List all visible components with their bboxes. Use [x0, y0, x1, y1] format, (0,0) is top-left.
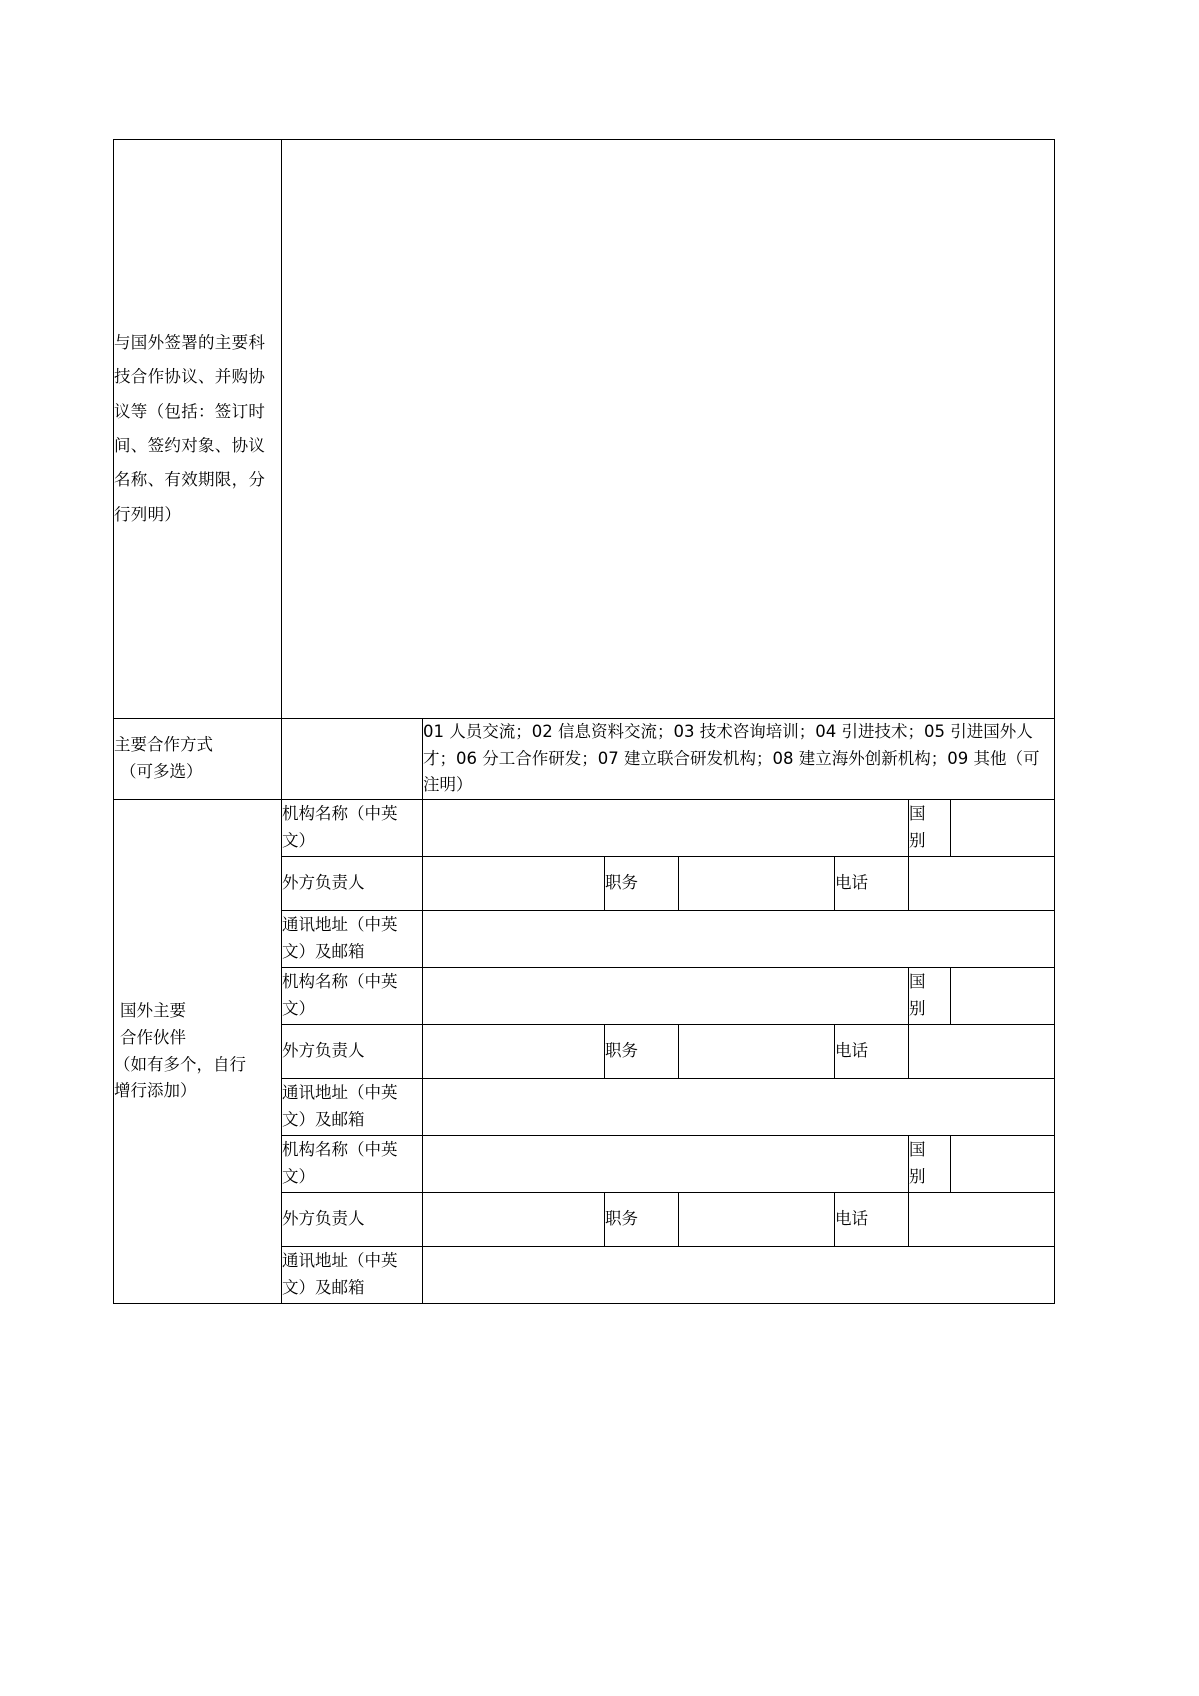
label-country-3-char2: 别: [909, 1167, 926, 1187]
label-position-2: 职务: [605, 1025, 679, 1079]
input-address-3[interactable]: [423, 1247, 1055, 1304]
input-country-2[interactable]: [951, 968, 1055, 1025]
row-partner-1-org: [114, 800, 1055, 857]
input-agreements-value[interactable]: [282, 140, 1055, 719]
label-position-1: 职务: [605, 857, 679, 911]
label-address-2: 通讯地址（中英文）及邮箱: [282, 1079, 423, 1136]
label-cooperation-method-line1: 主要合作方式: [114, 735, 213, 755]
input-position-2[interactable]: [679, 1025, 835, 1079]
label-agreements: [114, 140, 282, 719]
label-foreign-partners-line4: 增行添加）: [114, 1081, 197, 1101]
label-cooperation-method: [114, 719, 282, 800]
label-foreign-partners-line2: 合作伙伴: [120, 1027, 186, 1047]
input-position-1[interactable]: [679, 857, 835, 911]
cooperation-method-options-text: 01 人员交流；02 信息资料交流；03 技术咨询培训；04 引进技术；05 引进国外人才；06 分工合作研发；07 建立联合研发机构；08 建立海外创新机构；09 其他（可注明）: [423, 719, 1055, 800]
input-telephone-2[interactable]: [909, 1025, 1055, 1079]
label-foreign-head-1: 外方负责人: [282, 857, 423, 911]
input-foreign-head-1[interactable]: [423, 857, 605, 911]
label-telephone-2: 电话: [835, 1025, 909, 1079]
label-position-3: 职务: [605, 1193, 679, 1247]
input-telephone-3[interactable]: [909, 1193, 1055, 1247]
label-country-2-char2: 别: [909, 999, 926, 1019]
label-foreign-partners-line1: 国外主要: [120, 1001, 186, 1021]
label-country-3-char1: 国: [909, 1140, 926, 1160]
label-cooperation-method-line2: （可多选）: [120, 762, 203, 782]
input-position-3[interactable]: [679, 1193, 835, 1247]
label-telephone-3: 电话: [835, 1193, 909, 1247]
input-country-3[interactable]: [951, 1136, 1055, 1193]
label-org-name-1: 机构名称（中英文）: [282, 800, 423, 857]
input-org-name-2[interactable]: [423, 968, 909, 1025]
cooperation-form-table: [113, 139, 1055, 1304]
label-org-name-2: 机构名称（中英文）: [282, 968, 423, 1025]
label-org-name-3: 机构名称（中英文）: [282, 1136, 423, 1193]
input-address-2[interactable]: [423, 1079, 1055, 1136]
label-foreign-partners-line3: （如有多个，自行: [114, 1054, 246, 1074]
label-foreign-partners: [114, 800, 282, 1304]
input-address-1[interactable]: [423, 911, 1055, 968]
label-country-2-char1: 国: [909, 972, 926, 992]
input-org-name-3[interactable]: [423, 1136, 909, 1193]
label-foreign-head-2: 外方负责人: [282, 1025, 423, 1079]
input-foreign-head-3[interactable]: [423, 1193, 605, 1247]
input-telephone-1[interactable]: [909, 857, 1055, 911]
label-country-3: [909, 1136, 951, 1193]
input-org-name-1[interactable]: [423, 800, 909, 857]
input-country-1[interactable]: [951, 800, 1055, 857]
label-country-1-char1: 国: [909, 804, 926, 824]
row-agreements: [114, 140, 1055, 719]
input-cooperation-method-selection[interactable]: [282, 719, 423, 800]
label-telephone-1: 电话: [835, 857, 909, 911]
label-foreign-head-3: 外方负责人: [282, 1193, 423, 1247]
label-country-1-char2: 别: [909, 831, 926, 851]
row-cooperation-method: [114, 719, 1055, 800]
label-country-1: [909, 800, 951, 857]
label-address-1: 通讯地址（中英文）及邮箱: [282, 911, 423, 968]
label-agreements-text: 与国外签署的主要科技合作协议、并购协议等（包括：签订时间、签约对象、协议名称、有效期限，分行列明）: [114, 333, 266, 524]
input-foreign-head-2[interactable]: [423, 1025, 605, 1079]
label-address-3: 通讯地址（中英文）及邮箱: [282, 1247, 423, 1304]
label-country-2: [909, 968, 951, 1025]
